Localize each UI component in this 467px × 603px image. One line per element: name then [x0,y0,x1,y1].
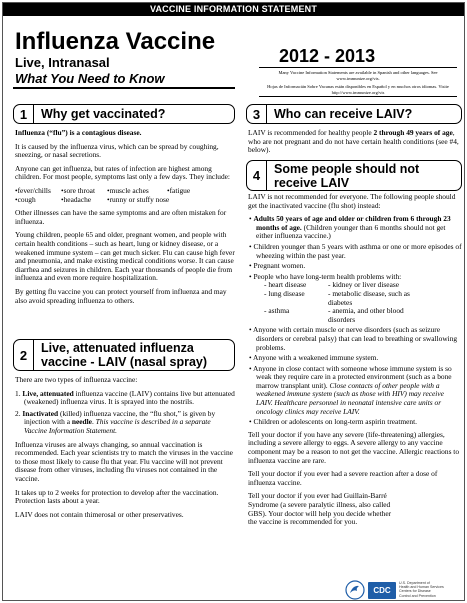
paragraph: LAIV is recommended for healthy people 2 through 49 years of age, who are not pregnant and do not have certain health conditions (see #4, below). [248,128,459,155]
exclusion-item: • Children or adolescents on long-term aspirin treatment. [248,418,462,427]
section-number: 1 [14,105,34,123]
exclusion-item: • Pregnant women. [248,262,462,271]
vis-header-bar: VACCINE INFORMATION STATEMENT [3,3,464,16]
document-subtitle: Live, Intranasal [15,55,110,70]
section-number: 4 [247,161,267,190]
exclusion-item: • Anyone in close contact with someone whose immune system is so weak they require care in a protected environment (such as a bone marrow transplant unit). Close contacts of other people with a weakened immune system (such as those with HIV) may receive LAIV. Healthcare personnel in neonatal intensive care units or oncology clinics may receive LAIV. [248,365,462,417]
condition-item: - kidney or liver disease [328,281,424,290]
section-4-header [246,160,462,191]
symptom-item: • fatigue [167,187,207,196]
cdc-logo: CDC [368,582,396,599]
title-rule [13,87,235,89]
symptom-item: • headache [61,196,107,205]
vis-page [2,2,465,601]
condition-item: - lung disease [264,290,328,307]
section-heading: Some people should not receive LAIV [274,161,420,190]
section-number: 2 [14,340,34,370]
symptom-item: • cough [15,196,61,205]
paragraph: Young children, people 65 and older, pregnant women, and people with certain health conditions – such as heart, lung or kidney disease, or a weakened immune system – can get much sicker. Flu can cause high fever and pneumonia, and make existing medical conditions worse. It can cause diarrhea and seizures in children. Each year thousands of people die from influenza and even more require hospitalization. [15,230,235,283]
season-year: 2012 - 2013 [279,46,376,66]
paragraph: LAIV does not contain thimerosal or other preservatives. [15,509,184,519]
paragraph: Anyone can get influenza, but rates of infection are highest among children. For most people, symptoms last only a few days. They include: [15,163,230,182]
paragraph: There are two types of influenza vaccine: [15,375,138,384]
paragraph: It takes up to 2 weeks for protection to develop after the vaccination. Protection lasts about a year. [15,487,219,506]
paragraph: Other illnesses can have the same symptoms and are often mistaken for influenza. [15,208,227,226]
condition-item: - metabolic disease, such as diabetes [328,290,424,307]
condition-list [264,281,462,324]
symptom-list [15,187,235,204]
paragraph: Influenza viruses are always changing, so annual vaccination is recommended. Each year scientists try to match the viruses in the vaccine to those most likely to cause flu that year. Flu vaccine will not prevent disease from other viruses, including flu viruses not contained in the vaccine. [15,439,233,483]
paragraph: LAIV is not recommended for everyone. The following people should get the inactivated vaccine (flu shot) instead: [248,192,456,210]
section-number: 3 [247,105,267,123]
paragraph: Tell your doctor if you ever had a severe reaction after a dose of influenza vaccine. [248,469,438,487]
exclusion-item: • Anyone with certain muscle or nerve disorders (such as seizure disorders or cerebral palsy) that can lead to breathing or swallowing problems. [248,326,462,352]
language-notice-english: Many Vaccine Information Statements are available in Spanish and other languages. See www.immunize.org/vis. [278,70,438,81]
section-1-body [15,129,235,310]
document-title: Influenza Vaccine [15,28,216,55]
paragraph: By getting flu vaccine you can protect yourself from influenza and may also avoid spreading influenza to others. [15,286,227,305]
footer-logos [345,580,463,600]
department-text: U.S. Department of Health and Human Services Centers for Disease Control and Prevention [399,581,444,598]
symptom-item: • fever/chills [15,187,61,196]
language-notice [259,67,457,97]
section-2-body [15,376,235,524]
section-2-header [13,339,235,371]
section-heading: Why get vaccinated? [41,107,166,121]
exclusion-item: • People who have long-term health problems with: - heart disease - kidney or liver disease - lung disease - metabolic disease, such as diabetes - asthma - anemia, and other blood disorders [248,273,462,325]
section-heading: Live, attenuated influenza vaccine - LAIV (nasal spray) [41,341,208,369]
section-3-body [248,129,462,160]
paragraph: Tell your doctor if you have any severe (life-threatening) allergies, including a severe allergy to eggs. A severe allergy to any vaccine component may be a reason to not get the vaccine. Allergic reactions to influenza vaccine are rare. [248,429,460,465]
symptom-item: • muscle aches [107,187,167,196]
exclusion-item: • Adults 50 years of age and older or children from 6 through 23 months of age. (Children younger than 6 months should not get either influenza vaccine.) [248,215,462,241]
section-1-header [13,104,235,124]
vaccine-type-item: 2. Inactivated (killed) influenza vaccine, the “flu shot,” is given by injection with a needle. This vaccine is described in a separate Vaccine Information Statement. [15,408,216,435]
vaccine-type-item: 1. Live, attenuated influenza vaccine (LAIV) contains live but attenuated (weakened) influenza virus. It is sprayed into the nostrils. [15,388,235,407]
section-1-lead: Influenza (“flu”) is a contagious disease. [15,128,142,137]
paragraph: Tell your doctor if you ever had Guillain-Barré Syndrome (a severe paralytic illness, also called GBS). Your doctor will help you decide whether the vaccine is recommended for you. [248,491,392,527]
symptom-item: • sore throat [61,187,107,196]
condition-item: - asthma [264,307,328,324]
section-3-header [246,104,462,124]
condition-item: - anemia, and other blood disorders [328,307,424,324]
paragraph: It is caused by the influenza virus, which can be spread by coughing, sneezing, or nasal secretions. [15,141,219,160]
vaccine-type-list [15,390,235,436]
document-tagline: What You Need to Know [15,71,165,86]
symptom-item: • runny or stuffy nose [107,196,207,205]
section-heading: Who can receive LAIV? [274,107,413,121]
language-notice-spanish: Hojas de Informacián Sobre Vacunas están disponibles en Español y en muchos otros idiomas. Visite http://www.immunize.org/vis [267,84,449,95]
exclusion-list [248,215,462,427]
condition-item: - heart disease [264,281,328,290]
exclusion-item: • Children younger than 5 years with asthma or one or more episodes of wheezing within the past year. [248,243,462,260]
hhs-eagle-icon [345,580,365,600]
exclusion-item: • Anyone with a weakened immune system. [248,354,462,363]
section-4-body [248,193,462,532]
